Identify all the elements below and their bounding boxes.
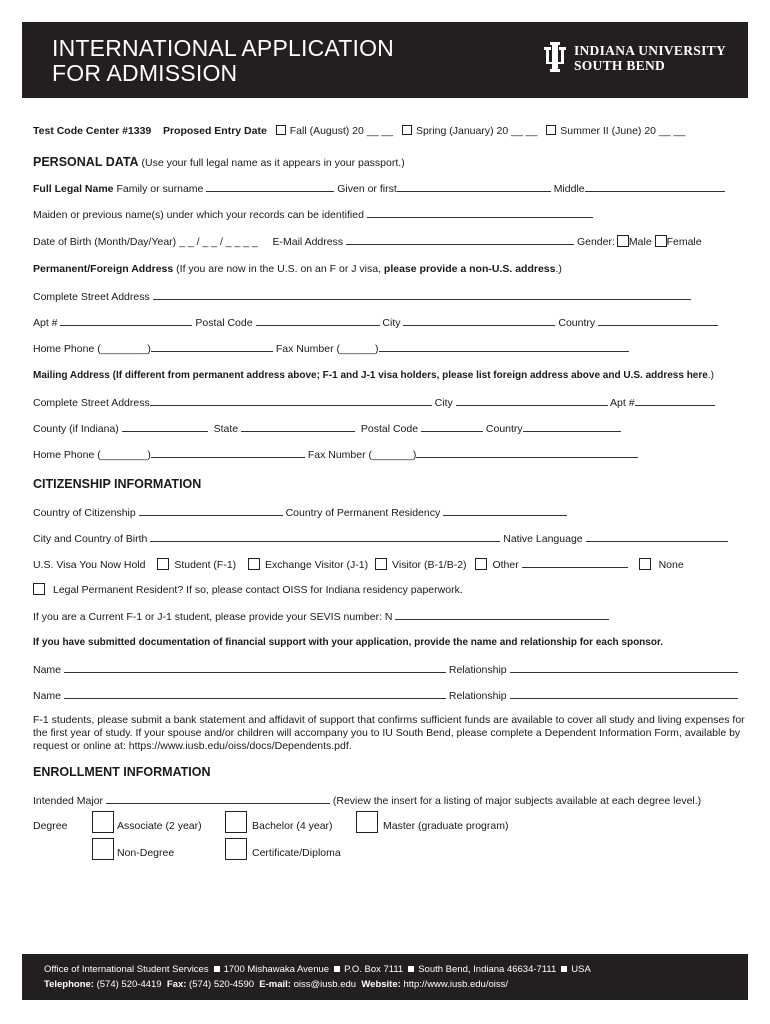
logo-line-1: INDIANA UNIVERSITY [573,43,726,58]
lpr-row [33,583,463,597]
permanent-note: (If you are now in the U.S. on an F or J visa, [176,263,381,275]
iu-trident-icon [544,42,566,74]
other-label: Other [492,559,519,571]
lpr-checkbox[interactable] [33,583,45,595]
title-line-2: FOR ADMISSION [52,60,238,86]
citizenship-heading-row [33,477,201,492]
given-field[interactable] [397,181,551,192]
perm-fax-field[interactable] [379,341,629,352]
dob-row [33,234,702,249]
footer-office: Office of International Student Services [44,964,209,975]
full-legal-name-label: Full Legal Name [33,183,114,195]
fall-checkbox[interactable] [276,125,286,135]
sponsor-question: If you have submitted documentation of financial support with your application, provide the name and relationship for each sponsor. [33,637,664,648]
other-field[interactable] [522,557,628,568]
mail-apt-label: Apt # [610,397,635,409]
mail-fax-label: Fax Number (_______) [307,449,417,461]
mailing-tail: .) [707,370,714,381]
email-label: E-Mail Address [272,236,344,248]
given-label: Given or first [337,183,397,195]
bullet-square-icon [334,966,340,972]
footer-address [44,964,591,975]
permanent-label: Permanent/Foreign Address [33,263,174,275]
tel-value: (574) 520-4419 [96,979,162,990]
sponsor-relationship-label: Relationship [448,690,507,702]
mail-county-label: County (if Indiana) [33,423,119,435]
website-link[interactable]: http://www.iusb.edu/oiss/ [403,979,508,990]
email-link[interactable]: oiss@iusb.edu [293,979,357,990]
permanent-note-bold: please provide a non-U.S. address [383,263,556,275]
visitor-label: Visitor (B-1/B-2) [392,559,467,571]
perm-country-field[interactable] [598,315,718,326]
citizenship-field[interactable] [139,505,283,516]
female-checkbox[interactable] [655,235,667,247]
master-checkbox[interactable] [356,811,378,833]
spring-checkbox[interactable] [402,125,412,135]
none-label: None [658,559,684,571]
mail-postal-field[interactable] [421,421,483,432]
footer-street: 1700 Mishawaka Avenue [223,964,330,975]
family-field[interactable] [206,181,334,192]
student-label: Student (F-1) [174,559,237,571]
personal-heading: PERSONAL DATA [33,155,139,169]
residency-label: Country of Permanent Residency [285,507,441,519]
associate-checkbox[interactable] [92,811,114,833]
perm-phone-label: Home Phone (________) [33,343,151,355]
exchange-label: Exchange Visitor (J-1) [265,559,369,571]
sponsor-relationship-field[interactable] [510,662,738,673]
bachelor-checkbox[interactable] [225,811,247,833]
male-label: Male [628,236,652,248]
university-name [574,43,726,73]
sponsor-row-1 [33,662,738,677]
mail-county-field[interactable] [122,421,208,432]
enrollment-heading-row [33,765,211,780]
birth-row [33,531,728,546]
permanent-heading-row [33,262,562,276]
mail-street-row [33,395,715,410]
maiden-field[interactable] [367,207,593,218]
lpr-label: Legal Permanent Resident? If so, please contact OISS for Indiana residency paperwork. [53,584,463,596]
visa-row [33,557,684,572]
perm-fax-label: Fax Number (______) [275,343,379,355]
female-label: Female [666,236,702,248]
mail-phone-field[interactable] [151,447,305,458]
fax-label: Fax: [166,979,187,990]
sponsor-name-field[interactable] [64,662,446,673]
tel-label: Telephone: [44,979,94,990]
mail-state-field[interactable] [241,421,355,432]
perm-street-field[interactable] [153,289,691,300]
major-note: (Review the insert for a listing of major subjects available at each degree level.) [332,795,702,807]
bullet-square-icon [561,966,567,972]
iu-logo [544,42,726,74]
personal-heading-row [33,155,405,170]
residency-field[interactable] [443,505,567,516]
birth-field[interactable] [150,531,500,542]
master-label: Master (graduate program) [383,820,509,832]
mailing-heading-row [33,369,714,383]
mail-city-label: City [434,397,453,409]
certificate-label: Certificate/Diploma [252,847,341,859]
bullet-square-icon [408,966,414,972]
male-checkbox[interactable] [617,235,629,247]
citizenship-heading: CITIZENSHIP INFORMATION [33,477,202,491]
mail-country-field[interactable] [523,421,621,432]
proposed-entry-label: Proposed Entry Date [162,125,267,137]
citizenship-row [33,505,567,520]
sevis-field[interactable] [395,609,609,620]
entry-row [33,124,685,138]
student-checkbox[interactable] [157,558,169,570]
mail-country-label: Country [485,423,523,435]
perm-apt-field[interactable] [60,315,192,326]
footer-city: South Bend, Indiana 46634-7111 [418,964,557,975]
major-label: Intended Major [33,795,104,807]
summer-label: Summer II (June) 20 __ __ [560,125,686,137]
mail-city-field[interactable] [456,395,608,406]
sevis-row [33,609,609,624]
logo-line-2: SOUTH BEND [573,58,666,73]
form-footer [22,954,748,1000]
sponsor-name-label: Name [33,690,62,702]
perm-city-field[interactable] [403,315,555,326]
mailing-label: Mailing Address (If different from permanent address above; F-1 and J-1 visa holders, please list foreign address above and U.S. address here [33,370,708,381]
perm-postal-label: Postal Code [195,317,253,329]
sponsor-row-2 [33,688,738,703]
birth-label: City and Country of Birth [33,533,148,545]
degree-label-row [33,819,67,833]
non-degree-label: Non-Degree [117,847,175,859]
footer-contact [44,979,508,990]
native-language-label: Native Language [503,533,583,545]
middle-label: Middle [553,183,585,195]
maiden-row [33,207,593,222]
perm-apt-label: Apt # [33,317,58,329]
footer-country: USA [571,964,591,975]
exchange-checkbox[interactable] [248,558,260,570]
mail-postal-label: Postal Code [360,423,419,435]
bullet-square-icon [214,966,220,972]
perm-phone-row [33,341,629,356]
perm-postal-field[interactable] [256,315,380,326]
perm-city-label: City [382,317,401,329]
enrollment-heading: ENROLLMENT INFORMATION [33,765,211,779]
mail-county-row [33,421,621,436]
native-language-field[interactable] [586,531,728,542]
mail-street-label: Complete Street Address [33,397,150,409]
family-label: Family or surname [116,183,204,195]
certificate-checkbox[interactable] [225,838,247,860]
perm-apt-row [33,315,718,330]
form-title [52,36,394,86]
degree-label: Degree [33,820,68,832]
test-code: Test Code Center #1339 [33,125,152,137]
mail-phone-row [33,447,638,462]
sponsor-name-field[interactable] [64,688,446,699]
f1-paragraph: F-1 students, please submit a bank statement and affidavit of support that confirms sufficient funds are available to cover all study and living expenses for the first year of study. If your spouse and/or children will accompany you to IU South Bend, please complete a Dependent Information Form, available by request or online at: https://www.iusb.edu/oiss/docs/Dependents.pdf. [33,714,745,752]
perm-country-label: Country [558,317,596,329]
spring-label: Spring (January) 20 __ __ [415,125,538,137]
email-label: E-mail: [259,979,291,990]
visitor-checkbox[interactable] [375,558,387,570]
form-header [22,22,748,98]
none-checkbox[interactable] [639,558,651,570]
sponsor-question-row [33,636,663,650]
title-line-1: INTERNATIONAL APPLICATION [52,35,394,61]
mail-state-label: State [213,423,239,435]
personal-note: (Use your full legal name as it appears in your passport.) [141,157,405,169]
sponsor-relationship-field[interactable] [510,688,738,699]
email-field[interactable] [346,234,574,245]
perm-street-row [33,289,691,304]
footer-po: P.O. Box 7111 [344,964,404,975]
sponsor-relationship-label: Relationship [448,664,507,676]
major-field[interactable] [106,793,330,804]
middle-field[interactable] [585,181,725,192]
gender-label: Gender: [576,236,615,248]
permanent-note-end: .) [555,263,562,275]
dob-label: Date of Birth (Month/Day/Year) _ _ / _ _ / _ _ _ _ [33,236,258,248]
website-label: Website: [361,979,401,990]
bachelor-label: Bachelor (4 year) [252,820,333,832]
major-row [33,793,701,808]
fax-value: (574) 520-4590 [189,979,255,990]
mail-fax-field[interactable] [416,447,638,458]
perm-street-label: Complete Street Address [33,291,150,303]
citizenship-label: Country of Citizenship [33,507,136,519]
visa-label: U.S. Visa You Now Hold [33,559,146,571]
mail-apt-field[interactable] [635,395,715,406]
non-degree-checkbox[interactable] [92,838,114,860]
summer-checkbox[interactable] [546,125,556,135]
mail-street-field[interactable] [150,395,432,406]
fall-label: Fall (August) 20 __ __ [289,125,394,137]
sevis-label: If you are a Current F-1 or J-1 student, please provide your SEVIS number: N [33,611,393,623]
associate-label: Associate (2 year) [117,820,202,832]
perm-phone-field[interactable] [151,341,273,352]
mail-phone-label: Home Phone (________) [33,449,151,461]
other-checkbox[interactable] [475,558,487,570]
name-row [33,181,725,196]
maiden-label: Maiden or previous name(s) under which your records can be identified [33,209,364,221]
sponsor-name-label: Name [33,664,62,676]
